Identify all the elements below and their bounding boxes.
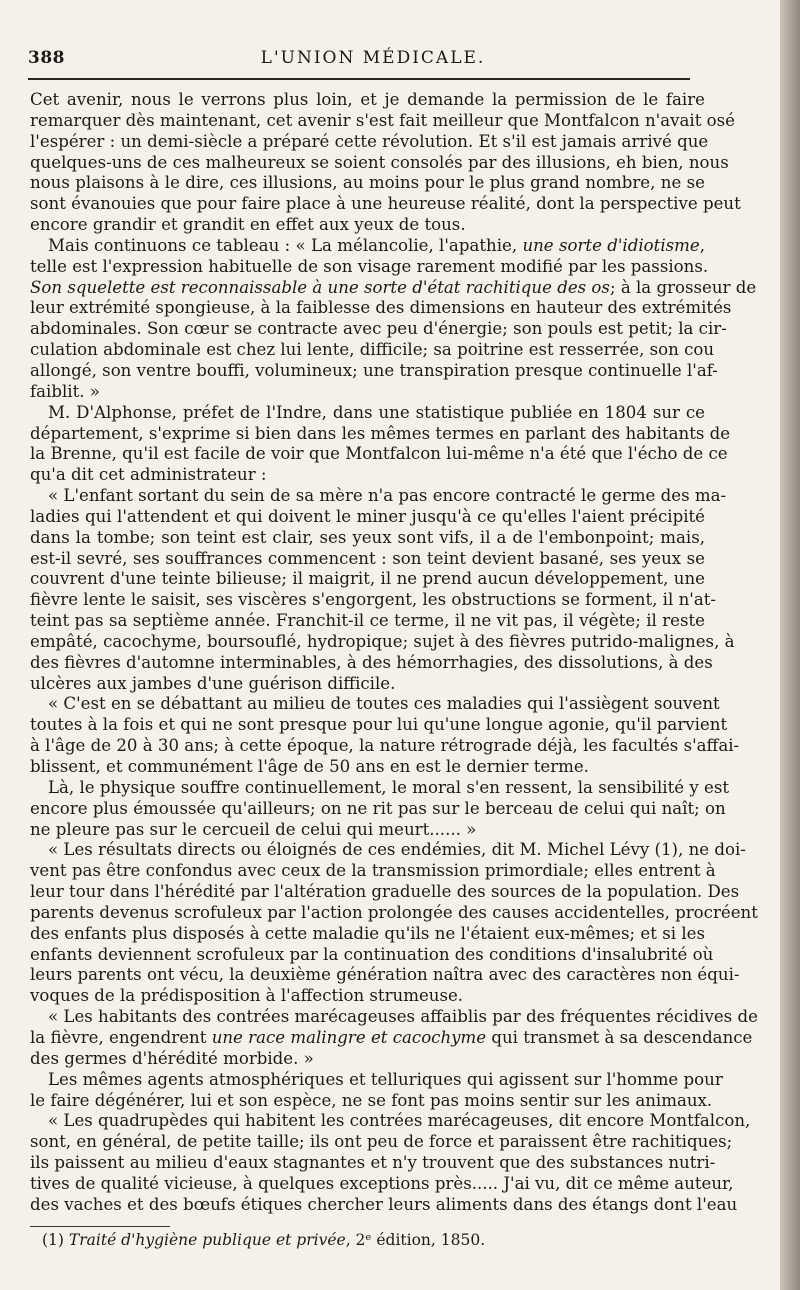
text-line: Cet avenir, nous le verrons plus loin, et je demande la permission de le faire	[30, 90, 705, 109]
text-line: le faire dégénérer, lui et son espèce, ne se font pas moins sentir sur les animaux.	[30, 1090, 713, 1110]
text-line: leur extrémité spongieuse, à la faiblesse des dimensions en hauteur des extrémités	[30, 298, 732, 318]
page-header	[28, 48, 718, 72]
text-line: fièvre lente le saisit, ses viscères s'engorgent, les obstructions se forment, il n'at-	[30, 590, 716, 610]
text-line: des germes d'hérédité morbide. »	[30, 1048, 314, 1068]
text-line: allongé, son ventre bouffi, volumineux; une transpiration presque continuelle l'af-	[30, 360, 718, 380]
text-line: nous plaisons à le dire, ces illusions, au moins pour le plus grand nombre, ne se	[30, 173, 705, 193]
text-line: « Les quadrupèdes qui habitent les contrées marécageuses, dit encore Montfalcon,	[48, 1111, 751, 1131]
text-line: toutes à la fois et qui ne sont presque pour lui qu'une longue agonie, qu'il parvient	[30, 715, 728, 735]
text-line: tives de qualité vicieuse, à quelques exceptions près..... J'ai vu, dit ce même auteur,	[30, 1173, 734, 1193]
text-line: culation abdominale est chez lui lente, difficile; sa poitrine est resserrée, son cou	[30, 340, 715, 360]
text-line: voques de la prédisposition à l'affection strumeuse.	[30, 986, 464, 1006]
text-line: la fièvre, engendrent une race malingre et cacochyme qui transmet à sa descendance	[30, 1027, 753, 1047]
text-line: encore grandir et grandit en effet aux yeux de tous.	[30, 215, 466, 235]
text-line: des fièvres d'automne interminables, à des hémorrhagies, des dissolutions, à des	[30, 652, 713, 672]
text-line: faiblit. »	[30, 381, 100, 401]
text-line: teint pas sa septième année. Franchit-il ce terme, il ne vit pas, il végète; il reste	[30, 611, 705, 631]
text-line: qu'a dit cet administrateur :	[30, 465, 267, 485]
text-line: ladies qui l'attendent et qui doivent le miner jusqu'à ce qu'elles l'aient précipité	[30, 506, 705, 526]
text-line: dans la tombe; son teint est clair, ses yeux sont vifs, il a de l'embonpoint; mais,	[30, 527, 705, 547]
page-number: 388	[28, 48, 65, 68]
text-line: leurs parents ont vécu, la deuxième génération naîtra avec des caractères non équi-	[30, 965, 740, 985]
text-line: Les mêmes agents atmosphériques et telluriques qui agissent sur l'homme pour	[48, 1069, 723, 1089]
text-line: remarquer dès maintenant, cet avenir s'est fait meilleur que Montfalcon n'avait osé	[30, 110, 735, 130]
text-line: Là, le physique souffre continuellement, le moral s'en ressent, la sensibilité y est	[48, 777, 730, 797]
text-line: Mais continuons ce tableau : « La mélancolie, l'apathie, une sorte d'idiotisme,	[48, 235, 705, 255]
text-line: « C'est en se débattant au milieu de toutes ces maladies qui l'assiègent souvent	[48, 694, 720, 714]
text-line: abdominales. Son cœur se contracte avec peu d'énergie; son pouls est petit; la cir-	[30, 319, 727, 339]
text-line: des enfants plus disposés à cette maladie qu'ils ne l'étaient eux-mêmes; et si les	[30, 923, 705, 943]
text-line: ne pleure pas sur le cercueil de celui qui meurt...... »	[30, 819, 477, 839]
text-line: département, s'exprime si bien dans les mêmes termes en parlant des habitants de	[30, 423, 731, 443]
text-line: ulcères aux jambes d'une guérison difficile.	[30, 673, 396, 693]
running-title: L'UNION MÉDICALE.	[260, 48, 486, 68]
text-line: leur tour dans l'hérédité par l'altération graduelle des sources de la population. Des	[30, 882, 740, 902]
text-line: des vaches et des bœufs étiques chercher leurs aliments dans des étangs dont l'eau	[30, 1194, 738, 1214]
footnote: (1) Traité d'hygiène publique et privée, 2ᵉ édition, 1850.	[42, 1231, 486, 1249]
text-line: « Les habitants des contrées marécageuses affaiblis par des fréquentes récidives de	[48, 1007, 758, 1027]
text-line: enfants deviennent scrofuleux par la continuation des conditions d'insalubrité où	[30, 944, 714, 964]
text-line: est-il sevré, ses souffrances commencent : son teint devient basané, ses yeux se	[30, 548, 705, 568]
text-line: parents devenus scrofuleux par l'action prolongée des causes accidentelles, procréent	[30, 902, 758, 922]
text-line: « L'enfant sortant du sein de sa mère n'a pas encore contracté le germe des ma-	[48, 486, 727, 506]
text-line: sont, en général, de petite taille; ils ont peu de force et paraissent être rachitiques;	[30, 1132, 733, 1152]
text-line: à l'âge de 20 à 30 ans; à cette époque, la nature rétrograde déjà, les facultés s'affai-	[30, 736, 740, 756]
text-line: couvrent d'une teinte bilieuse; il maigrit, il ne prend aucun développement, une	[30, 569, 705, 589]
text-line: l'espérer : un demi-siècle a préparé cette révolution. Et s'il est jamais arrivé que	[30, 131, 709, 151]
text-line: « Les résultats directs ou éloignés de ces endémies, dit M. Michel Lévy (1), ne doi-	[48, 840, 746, 860]
text-line: encore plus émoussée qu'ailleurs; on ne rit pas sur le berceau de celui qui naît; on	[30, 798, 726, 818]
body-text	[30, 90, 758, 1216]
text-line: M. D'Alphonse, préfet de l'Indre, dans une statistique publiée en 1804 sur ce	[48, 402, 705, 422]
text-line: sont évanouies que pour faire place à une heureuse réalité, dont la perspective peut	[30, 194, 741, 214]
page-edge	[780, 0, 800, 1290]
text-line: vent pas être confondus avec ceux de la transmission primordiale; elles entrent à	[30, 861, 716, 881]
text-line: telle est l'expression habituelle de son visage rarement modifié par les passions.	[30, 256, 709, 276]
text-line: la Brenne, qu'il est facile de voir que Montfalcon lui-même n'a été que l'écho de ce	[30, 444, 728, 464]
header-rule	[28, 78, 690, 80]
text-line: blissent, et communément l'âge de 50 ans en est le dernier terme.	[30, 757, 589, 776]
footnote-rule	[30, 1226, 170, 1227]
text-line: ils paissent au milieu d'eaux stagnantes et n'y trouvent que des substances nutri-	[30, 1153, 716, 1173]
text-line: quelques-uns de ces malheureux se soient consolés par des illusions, eh bien, nous	[30, 152, 729, 172]
text-line: Son squelette est reconnaissable à une sorte d'état rachitique des os; à la grosseur de	[30, 277, 757, 297]
text-line: empâté, cacochyme, boursouflé, hydropique; sujet à des fièvres putrido-malignes, à	[30, 631, 735, 651]
